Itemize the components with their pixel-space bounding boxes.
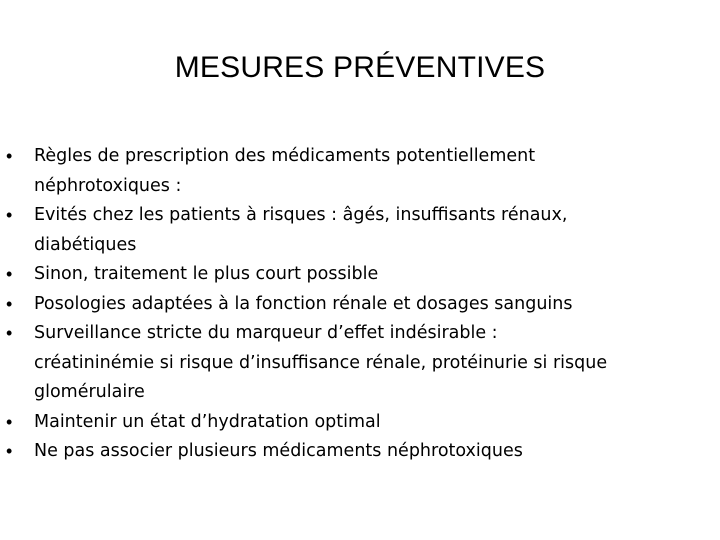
bullet-item-1 [0,142,720,201]
slide-title: MESURES PRÉVENTIVES [174,51,546,84]
bullet-text [34,260,720,290]
bullet-line: créatininémie si risque d’insuffisance rénale, protéinurie si risque [34,352,608,373]
bullet-text [34,142,720,201]
bullet-line: Sinon, traitement le plus court possible [34,264,379,284]
bullet-icon: • [6,411,13,432]
bullet-line: Ne pas associer plusieurs médicaments néphrotoxiques [34,441,523,461]
bullet-icon: • [6,293,13,314]
bullet-item-4 [0,290,720,320]
bullet-line: néphrotoxiques : [34,175,182,196]
bullet-list [0,142,720,467]
bullet-icon: • [6,264,13,284]
bullet-item-3 [0,260,720,290]
bullet-icon: • [6,146,13,166]
bullet-item-2 [0,201,720,260]
bullet-text [34,290,720,320]
bullet-text [34,408,720,438]
bullet-text [34,201,720,260]
bullet-line: Evités chez les patients à risques : âgés, insuffisants rénaux, [34,205,568,225]
bullet-line: glomérulaire [34,382,145,402]
bullet-icon: • [6,205,13,225]
bullet-item-5 [0,319,720,408]
bullet-line: Maintenir un état d’hydratation optimal [34,411,381,432]
bullet-icon: • [6,441,13,461]
bullet-line: Règles de prescription des médicaments potentiellement [34,146,536,166]
bullet-item-6 [0,408,720,438]
bullet-icon: • [6,323,13,343]
bullet-text [34,437,720,467]
bullet-line: diabétiques [34,234,137,255]
bullet-text [34,319,720,408]
bullet-line: Posologies adaptées à la fonction rénale et dosages sanguins [34,293,573,314]
bullet-line: Surveillance stricte du marqueur d’effet indésirable : [34,323,498,343]
bullet-item-7 [0,437,720,467]
